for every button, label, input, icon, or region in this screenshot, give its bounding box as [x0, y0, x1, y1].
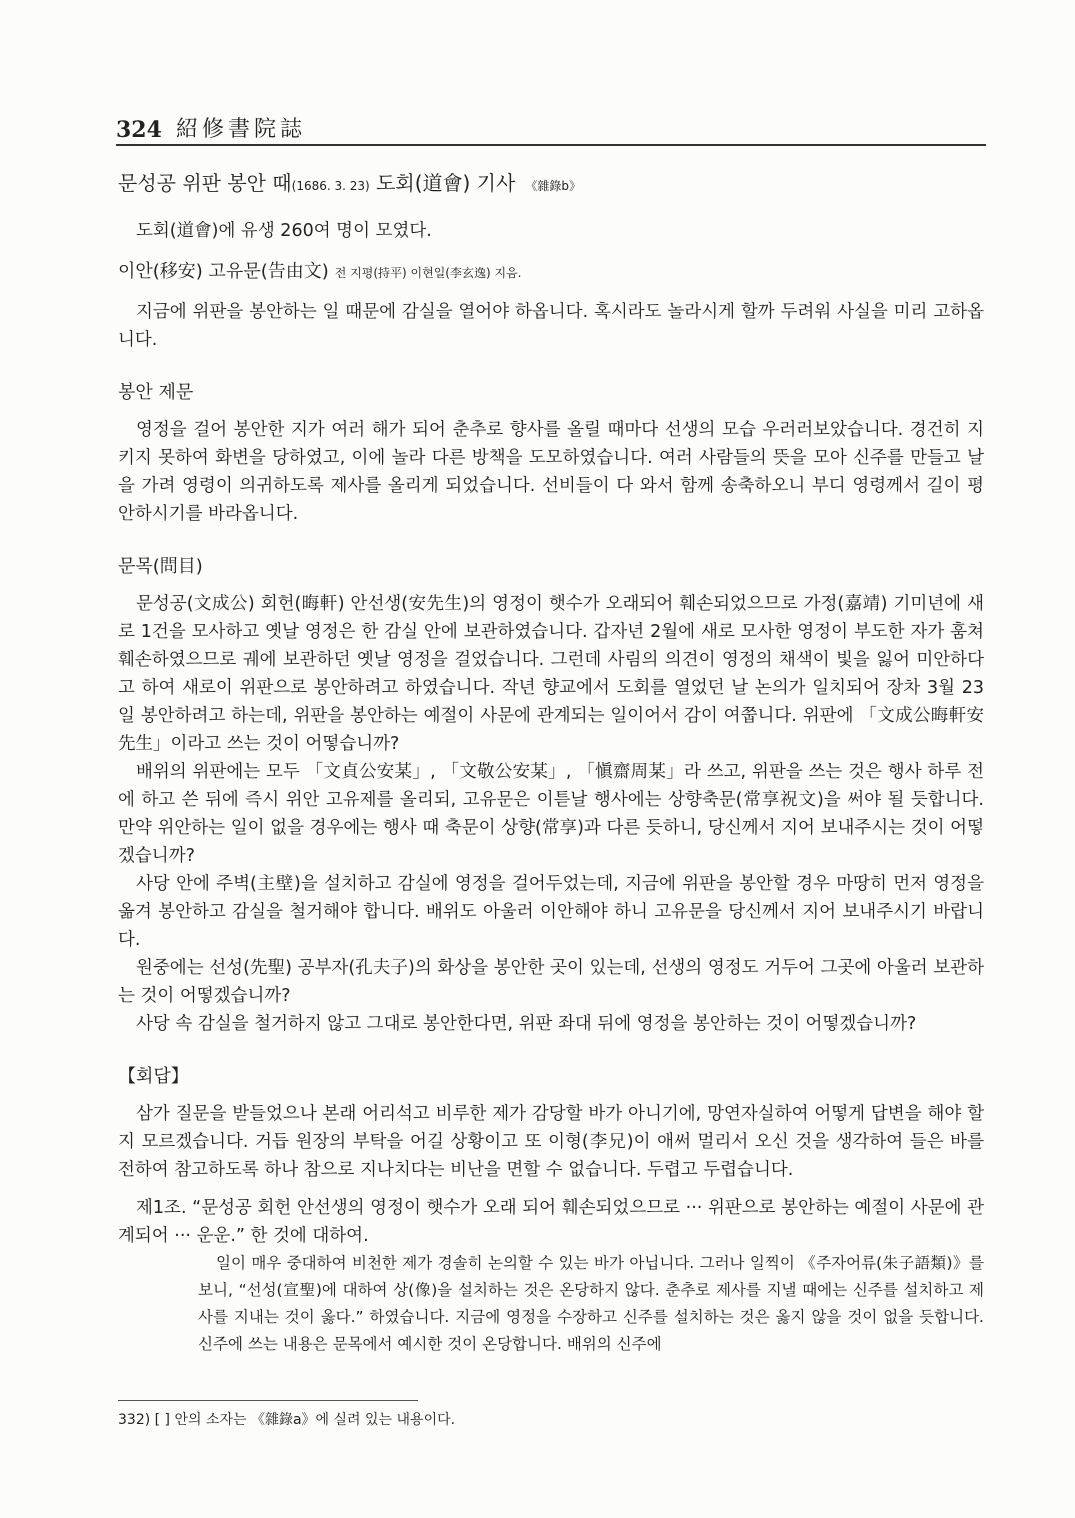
- article-source: 《雜錄b》: [525, 179, 581, 193]
- page-header: [116, 112, 986, 146]
- footnote-rule: [118, 1400, 418, 1401]
- page-content: [118, 168, 984, 1358]
- footnote: 332) [ ] 안의 소자는 《雜錄a》에 실려 있는 내용이다.: [118, 1412, 456, 1428]
- munmok-heading: 문목(問目): [118, 556, 203, 577]
- page-number: 324: [116, 117, 162, 143]
- spacer: [118, 1184, 984, 1194]
- munmok-paragraph: 사당 안에 주벽(主壁)을 설치하고 감실에 영정을 걸어두었는데, 지금에 위판을 봉안할 경우 마땅히 먼저 영정을 옮겨 봉안하고 감실을 철거해야 합니다. 배위도 아울러 이안해야 하니 고유문을 당신께서 지어 보내주시기 바랍니다.: [118, 874, 984, 950]
- munmok-paragraph: 원중에는 선성(先聖) 공부자(孔夫子)의 화상을 봉안한 곳이 있는데, 선생의 영정도 거두어 그곳에 아울러 보관하는 것이 어떻겠습니까?: [118, 958, 984, 1006]
- answer-item1-block: [198, 1250, 984, 1358]
- munmok-paragraph: 사당 속 감실을 철거하지 않고 그대로 봉안한다면, 위판 좌대 뒤에 영정을 봉안하는 것이 어떻겠습니까?: [136, 1014, 917, 1034]
- answer-text: 삼가 질문을 받들었으나 본래 어리석고 비루한 제가 감당할 바가 아니기에, 망연자실하여 어떻게 답변을 해야 할지 모르겠습니다. 거듭 원장의 부탁을 어길 상황이고 또 이형(李兄)이 애써 멀리서 오신 것을 생각하여 들은 바를 전하여 참고하도록 하나 참으로 지나치다는 비난을 면할 수 없습니다. 두렵고 두렵습니다.: [118, 1104, 984, 1180]
- answer-item1-answer: 일이 매우 중대하여 비천한 제가 경솔히 논의할 수 있는 바가 아닙니다. 그러나 일찍이 《주자어류(朱子語類)》를 보니, “선성(宣聖)에 대하여 상(像)을 설치하는 것은 온당하지 않다. 춘추로 제사를 지낼 때에는 신주를 설치하고 제사를 지내는 것이 옳다.” 하였습니다. 지금에 영정을 수장하고 신주를 설치하는 것은 옳지 않을 것이 없을 듯합니다. 신주에 쓰는 내용은 문목에서 예시한 것이 온당합니다. 배위의 신주에: [198, 1254, 984, 1353]
- answer-item1-question: 제1조. “문성공 회헌 안선생의 영정이 햇수가 오래 되어 훼손되었으므로 ··· 위판으로 봉안하는 예절이 사문에 관계되어 ··· 운운.” 한 것에 대하여.: [118, 1198, 984, 1246]
- article-date: (1686. 3. 23): [291, 179, 370, 193]
- book-title: 紹修書院誌: [175, 117, 306, 142]
- article-intro: 도회(道會)에 유생 260여 명이 모였다.: [136, 221, 432, 241]
- answer-heading: 【회답】: [118, 1066, 189, 1087]
- munmok-paragraph: 문성공(文成公) 회헌(晦軒) 안선생(安先生)의 영정이 햇수가 오래되어 훼손되었으므로 가정(嘉靖) 기미년에 새로 1건을 모사하고 옛날 영정은 한 감실 안에 보관하였습니다. 갑자년 2월에 새로 모사한 영정이 부도한 자가 훔쳐 훼손하였으므로 궤에 보관하던 옛날 영정을 걸었습니다. 그런데 사림의 의견이 영정의 채색이 빛을 잃어 미안하다고 하여 새로이 위판으로 봉안하려고 하였습니다. 작년 향교에서 도회를 열었던 날 논의가 일치되어 장차 3월 23일 봉안하려고 하는데, 위판을 봉안하는 예절이 사문에 관계되는 일이어서 감이 여쭙니다. 위판에 「文成公晦軒安先生」이라고 쓰는 것이 어떻습니까?: [118, 594, 984, 754]
- goyumun-author: 전 지평(持平) 이현일(李玄逸) 지음.: [334, 266, 522, 280]
- jemun-text: 영정을 걸어 봉안한 지가 여러 해가 되어 춘추로 향사를 올릴 때마다 선생의 모습 우러러보았습니다. 경건히 지키지 못하여 화변을 당하였고, 이에 놀라 다른 방책을 도모하였습니다. 여러 사람들의 뜻을 모아 신주를 만들고 날을 가려 영령이 의귀하도록 제사를 올리게 되었습니다. 선비들이 다 와서 함께 송축하오니 부디 영령께서 길이 평안하시기를 바라옵니다.: [118, 420, 984, 524]
- jemun-heading: 봉안 제문: [118, 382, 194, 403]
- article-title: 문성공 위판 봉안 때: [118, 171, 292, 195]
- article-heading: [118, 168, 984, 201]
- article-title-rest: 도회(道會) 기사: [369, 171, 516, 195]
- goyumun-heading: [118, 257, 984, 288]
- goyumun-text: 지금에 위판을 봉안하는 일 때문에 감실을 열어야 하옵니다. 혹시라도 놀라시게 할까 두려워 사실을 미리 고하옵니다.: [118, 302, 984, 350]
- goyumun-title: 이안(移安) 고유문(告由文): [118, 261, 329, 282]
- munmok-paragraph: 배위의 위판에는 모두 「文貞公安某」, 「文敬公安某」, 「愼齋周某」라 쓰고, 위판을 쓰는 것은 행사 하루 전에 하고 쓴 뒤에 즉시 위안 고유제를 올리되, 고유문은 이튿날 행사에는 상향축문(常享祝文)을 써야 될 듯합니다. 만약 위안하는 일이 없을 경우에는 행사 때 축문이 상향(常享)과 다른 듯하니, 당신께서 지어 보내주시는 것이 어떻겠습니까?: [118, 762, 984, 866]
